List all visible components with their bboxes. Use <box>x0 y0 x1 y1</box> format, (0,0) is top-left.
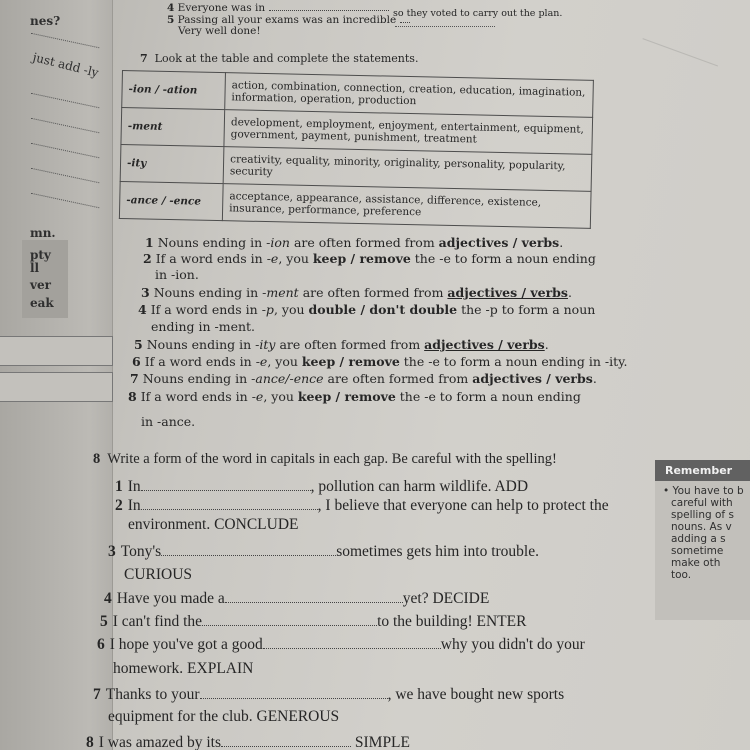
words-cell: action, combination, connection, creation, education, imagination, information, operation, production <box>225 73 594 118</box>
ex7-heading: 7 Look at the table and complete the statements. <box>140 52 419 65</box>
choice-adjectives-verbs[interactable]: adjectives / verbs <box>447 285 568 300</box>
answer-dots <box>31 168 100 184</box>
words-cell: acceptance, appearance, assistance, difference, existence, insurance, performance, preference <box>222 184 591 229</box>
left-fragment: ll <box>30 261 40 275</box>
statement-2: 2 If a word ends in -e, you keep / remove the -e to form a noun ending <box>143 251 596 266</box>
remember-title: Remember <box>655 460 750 481</box>
ex8-heading: 8 Write a form of the word in capitals in each gap. Be careful with the spelling! <box>93 451 557 467</box>
answer-dots <box>31 118 100 134</box>
ex6-item-4: 4 Everyone was in <box>167 0 389 14</box>
ex6-item-5-after: so they voted to carry out the plan. <box>393 8 563 19</box>
suffix-cell: -ment <box>121 108 225 147</box>
suffix-cell: -ity <box>120 144 224 183</box>
answer-dots <box>31 33 100 49</box>
answer-dots <box>31 143 100 159</box>
answer-gap[interactable] <box>141 499 318 510</box>
choice-adjectives-verbs[interactable]: adjectives / verbs <box>438 235 560 250</box>
answer-box <box>0 336 113 366</box>
remember-text: • You have to b careful with spelling of s nouns. As v adding a s sometime make oth too. <box>663 485 744 581</box>
answer-gap[interactable] <box>141 480 311 491</box>
ex6-item-5-line2: Very well done! <box>178 25 261 37</box>
left-fragment: pty <box>30 248 51 262</box>
ex8-item-1: 1 In , pollution can harm wildlife. ADD <box>115 478 529 495</box>
words-cell: creativity, equality, minority, originality, personality, popularity, security <box>223 147 592 192</box>
words-cell: development, employment, enjoyment, entertainment, equipment, government, payment, punishment, treatment <box>224 110 593 155</box>
choice-adjectives-verbs[interactable]: adjectives / verbs <box>424 337 545 352</box>
statement-1: 1 Nouns ending in -ion are often formed from adjectives / verbs. <box>145 235 564 250</box>
left-fragment: just add -ly <box>31 50 100 80</box>
suffix-table <box>119 70 594 229</box>
choice-keep-remove[interactable]: keep / remove <box>301 354 400 369</box>
suffix-cell: -ance / -ence <box>119 181 223 220</box>
statement-4: 4 If a word ends in -p, you double / don't double the -p to form a noun <box>138 302 596 317</box>
ex8-item-2-line2: environment. CONCLUDE <box>128 516 299 533</box>
ex8-item-6-line2: homework. EXPLAIN <box>113 660 254 677</box>
statement-8-line2: in -ance. <box>141 414 196 429</box>
statement-4-line2: ending in -ment. <box>151 319 256 334</box>
ex8-item-4: 4 Have you made a yet? DECIDE <box>104 590 490 607</box>
left-fragment: nes? <box>30 14 61 28</box>
remember-box <box>655 460 750 620</box>
answer-gap[interactable] <box>161 545 336 556</box>
suffix-cell: -ion / -ation <box>122 71 226 110</box>
ex8-item-6: 6 I hope you've got a good why you didn't do your <box>97 636 585 653</box>
answer-gap[interactable] <box>200 688 388 699</box>
ex8-item-2: 2 In , I believe that everyone can help to protect the <box>115 497 609 514</box>
ex8-item-8: 8 I was amazed by its SIMPLE <box>86 734 410 750</box>
answer-gap[interactable] <box>221 736 351 747</box>
ex6-item-5: 5 Passing all your exams was an incredible <box>167 12 410 26</box>
choice-double-dont-double[interactable]: double / don't double <box>308 302 458 317</box>
choice-keep-remove[interactable]: keep / remove <box>312 251 411 266</box>
left-fragment: ver <box>30 278 51 292</box>
ex8-item-3-line2: CURIOUS <box>124 566 193 583</box>
statement-2-line2: in -ion. <box>155 267 199 282</box>
answer-dots <box>395 26 495 27</box>
answer-gap[interactable] <box>225 592 403 603</box>
statement-6: 6 If a word ends in -e, you keep / remove the -e to form a noun ending in -ity. <box>132 354 628 369</box>
bullet-icon: • <box>663 485 670 497</box>
statement-3: 3 Nouns ending in -ment are often formed from adjectives / verbs. <box>141 285 572 300</box>
answer-gap[interactable] <box>263 638 441 649</box>
ex8-item-7-line2: equipment for the club. GENEROUS <box>108 708 340 725</box>
statement-5: 5 Nouns ending in -ity are often formed from adjectives / verbs. <box>134 337 549 352</box>
ex8-item-7: 7 Thanks to your , we have bought new sports <box>93 686 565 703</box>
statement-7: 7 Nouns ending in -ance/-ence are often formed from adjectives / verbs. <box>130 371 597 386</box>
answer-dots <box>31 193 100 209</box>
choice-keep-remove[interactable]: keep / remove <box>297 389 396 404</box>
left-fragment: eak <box>30 296 54 310</box>
answer-gap[interactable] <box>202 615 377 626</box>
statement-8: 8 If a word ends in -e, you keep / remove the -e to form a noun ending <box>128 389 581 404</box>
ex8-item-3: 3 Tony's sometimes gets him into trouble. <box>108 543 539 560</box>
answer-box <box>0 372 113 402</box>
left-fragment: mn. <box>30 226 56 240</box>
choice-adjectives-verbs[interactable]: adjectives / verbs <box>472 371 593 386</box>
show-through-mark <box>622 38 718 123</box>
ex8-item-5: 5 I can't find the to the building! ENTER <box>100 613 527 630</box>
answer-dots <box>31 93 100 109</box>
